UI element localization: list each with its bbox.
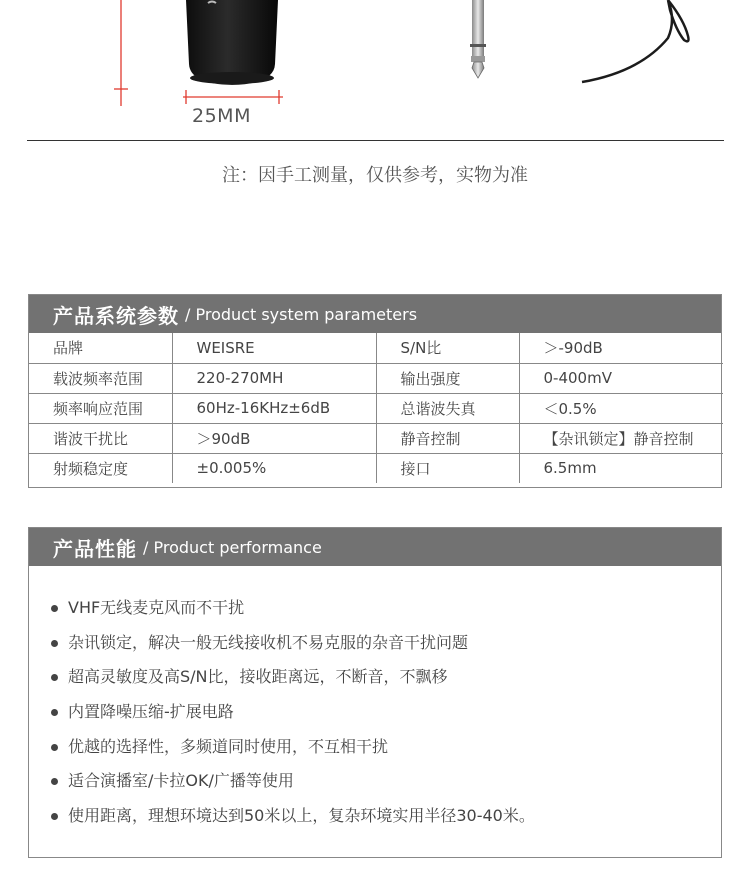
params-title-cn: 产品系统参数 <box>53 303 179 328</box>
list-item-text: 使用距离，理想环境达到50米以上，复杂环境实用半径30-40米。 <box>68 806 535 826</box>
param-value-cell: 60Hz-16KHz±6dB <box>172 393 376 423</box>
param-value-cell: 【杂讯锁定】静音控制 <box>519 423 723 453</box>
param-label-cell: 载波频率范围 <box>29 363 172 393</box>
list-item <box>51 662 721 697</box>
param-value-cell: ＞-90dB <box>519 333 723 363</box>
list-item-text: 超高灵敏度及高S/N比，接收距离远，不断音，不飘移 <box>68 667 448 687</box>
bullet-icon <box>51 674 58 681</box>
param-value-cell: ＜0.5% <box>519 393 723 423</box>
param-label-cell: S/N比 <box>376 333 519 363</box>
divider-line <box>27 140 724 141</box>
param-label-cell: 静音控制 <box>376 423 519 453</box>
bullet-icon <box>51 709 58 716</box>
params-table <box>29 333 723 483</box>
list-item <box>51 593 721 628</box>
param-value-cell: ±0.005% <box>172 453 376 483</box>
list-item <box>51 697 721 732</box>
param-label-cell: 频率响应范围 <box>29 393 172 423</box>
params-section-header <box>29 295 721 333</box>
performance-list <box>29 566 721 836</box>
list-item <box>51 766 721 801</box>
list-item <box>51 801 721 836</box>
list-item <box>51 628 721 663</box>
performance-section <box>28 527 722 858</box>
list-item-text: VHF无线麦克风而不干扰 <box>68 598 245 617</box>
product-photo <box>0 0 750 145</box>
table-row <box>29 393 723 423</box>
list-item <box>51 732 721 767</box>
cable <box>582 0 689 82</box>
param-value-cell: ＞90dB <box>172 423 376 453</box>
param-label-cell: 射频稳定度 <box>29 453 172 483</box>
table-row <box>29 333 723 363</box>
param-label-cell: 输出强度 <box>376 363 519 393</box>
param-value-cell: 6.5mm <box>519 453 723 483</box>
list-item-text: 杂讯锁定，解决一般无线接收机不易克服的杂音干扰问题 <box>68 632 469 652</box>
performance-title-cn: 产品性能 <box>53 536 137 561</box>
params-title-en: / Product system parameters <box>185 304 418 324</box>
param-label-cell: 接口 <box>376 453 519 483</box>
list-item-text: 内置降噪压缩-扩展电路 <box>68 702 234 722</box>
param-value-cell: 0-400mV <box>519 363 723 393</box>
table-row <box>29 453 723 483</box>
microphone-body <box>186 0 278 85</box>
param-label-cell: 谐波干扰比 <box>29 423 172 453</box>
param-label-cell: 品牌 <box>29 333 172 363</box>
bullet-icon <box>51 605 58 612</box>
param-value-cell: WEISRE <box>172 333 376 363</box>
bullet-icon <box>51 813 58 820</box>
measurement-note: 注：因手工测量，仅供参考，实物为准 <box>222 165 528 186</box>
list-item-text: 优越的选择性，多频道同时使用，不互相干扰 <box>68 736 389 756</box>
product-illustration <box>0 0 750 145</box>
param-label-cell: 总谐波失真 <box>376 393 519 423</box>
audio-plug <box>470 0 486 78</box>
list-item-text: 适合演播室/卡拉OK/广播等使用 <box>68 771 294 791</box>
params-section <box>28 294 722 488</box>
bullet-icon <box>51 744 58 751</box>
performance-title-en: / Product performance <box>143 537 322 557</box>
table-row <box>29 363 723 393</box>
bullet-icon <box>51 640 58 647</box>
table-row <box>29 423 723 453</box>
performance-section-header <box>29 528 721 566</box>
dimension-label: 25MM <box>192 105 251 127</box>
param-value-cell: 220-270MH <box>172 363 376 393</box>
bullet-icon <box>51 778 58 785</box>
